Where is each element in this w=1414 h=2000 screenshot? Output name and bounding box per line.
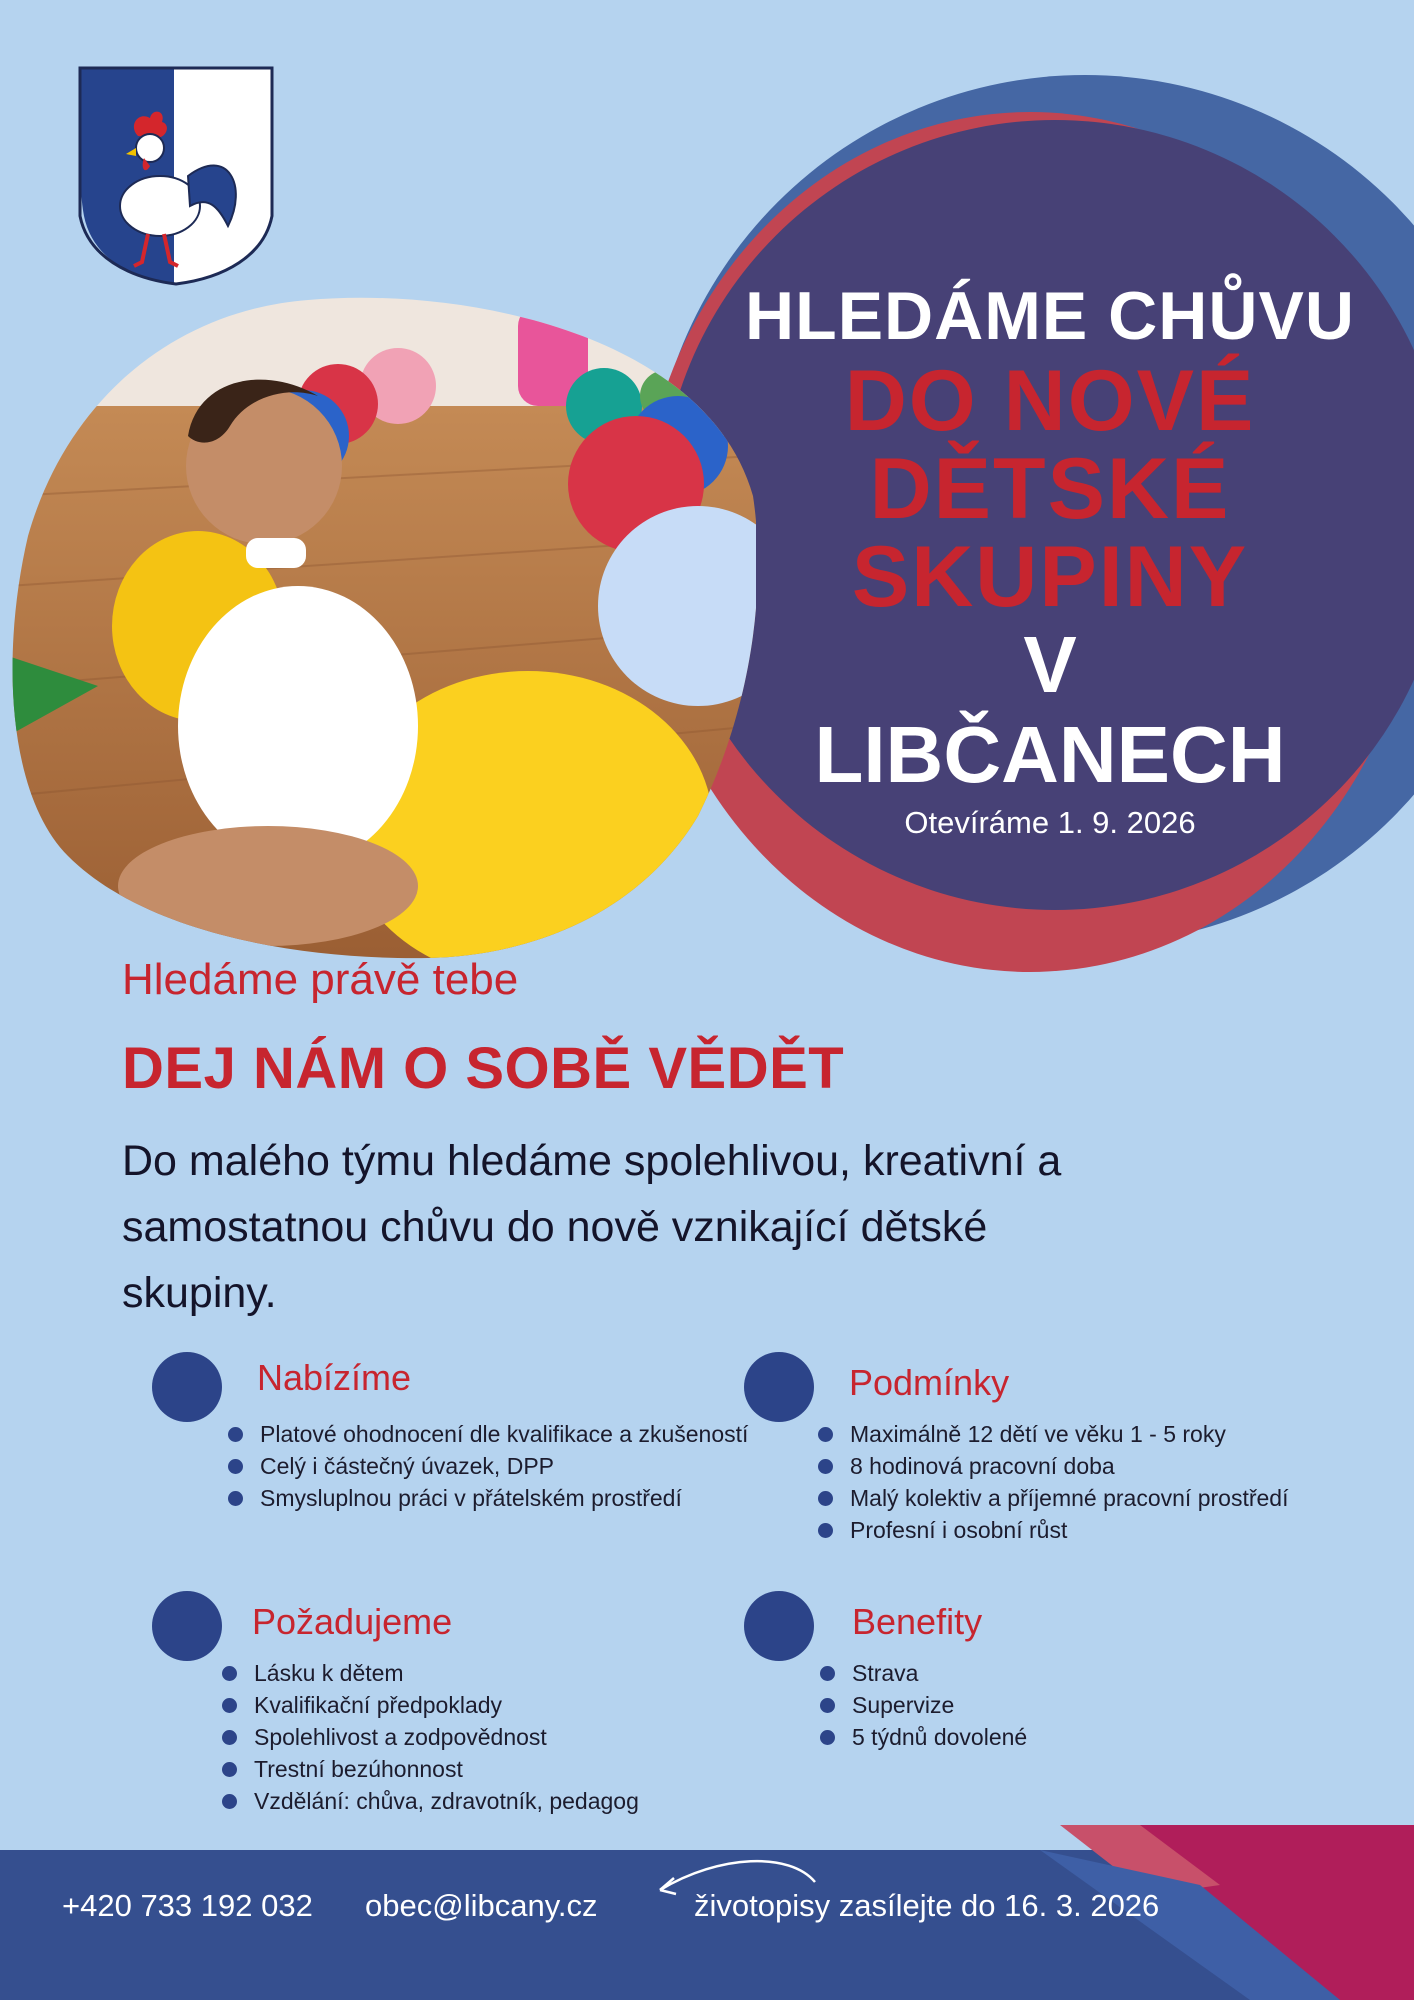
hero-photo [8,296,756,960]
section-conditions-dot [744,1352,814,1422]
footer-phone[interactable]: +420 733 192 032 [62,1888,313,1923]
list-item: Smysluplnou práci v přátelském prostředí [228,1482,768,1514]
section-requirements-list [222,1657,742,1817]
section-requirements-dot [152,1591,222,1661]
section-benefits-dot [744,1591,814,1661]
section-conditions-title: Podmínky [849,1362,1010,1403]
hero-line-2: DO NOVÉ [844,353,1256,449]
section-offer-title: Nabízíme [257,1357,412,1398]
intro-subtitle: Hledáme právě tebe [122,955,519,1004]
intro-text: Do malého týmu hledáme spolehlivou, kreativní a samostatnou chůvu do nově vznikající dětské skupiny. [122,1137,1062,1317]
section-benefits-title: Benefity [852,1601,983,1642]
list-item: Celý i částečný úvazek, DPP [228,1450,768,1482]
opening-date: Otevíráme 1. 9. 2026 [904,805,1196,840]
list-item: Lásku k dětem [222,1657,742,1689]
list-item: Trestní bezúhonnost [222,1753,742,1785]
list-item: Malý kolektiv a příjemné pracovní prostředí [818,1482,1408,1514]
crest-logo [78,66,274,286]
section-offer-dot [152,1352,222,1422]
hero-line-1: HLEDÁME CHŮVU [745,278,1355,354]
section-benefits-list [820,1657,1320,1753]
list-item: Strava [820,1657,1320,1689]
list-item: 8 hodinová pracovní doba [818,1450,1408,1482]
footer-email[interactable]: obec@libcany.cz [365,1888,598,1923]
list-item: Spolehlivost a zodpovědnost [222,1721,742,1753]
list-item: Kvalifikační předpoklady [222,1689,742,1721]
intro-title: DEJ NÁM O SOBĚ VĚDĚT [122,1036,845,1101]
list-item: Supervize [820,1689,1320,1721]
section-offer-list [228,1418,768,1514]
list-item: Platové ohodnocení dle kvalifikace a zkušeností [228,1418,768,1450]
list-item: Maximálně 12 dětí ve věku 1 - 5 roky [818,1418,1408,1450]
hero-line-5: V [1023,620,1077,709]
section-requirements-title: Požadujeme [252,1601,453,1642]
section-conditions-list [818,1418,1408,1546]
list-item: Vzdělání: chůva, zdravotník, pedagog [222,1785,742,1817]
hero-line-4: SKUPINY [851,529,1249,625]
list-item: Profesní i osobní růst [818,1514,1408,1546]
footer-deadline: životopisy zasílejte do 16. 3. 2026 [694,1888,1160,1923]
hero-heading [700,275,1400,841]
hero-line-3: DĚTSKÉ [869,441,1231,537]
list-item: 5 týdnů dovolené [820,1721,1320,1753]
hero-line-6: LIBČANECH [814,710,1286,799]
